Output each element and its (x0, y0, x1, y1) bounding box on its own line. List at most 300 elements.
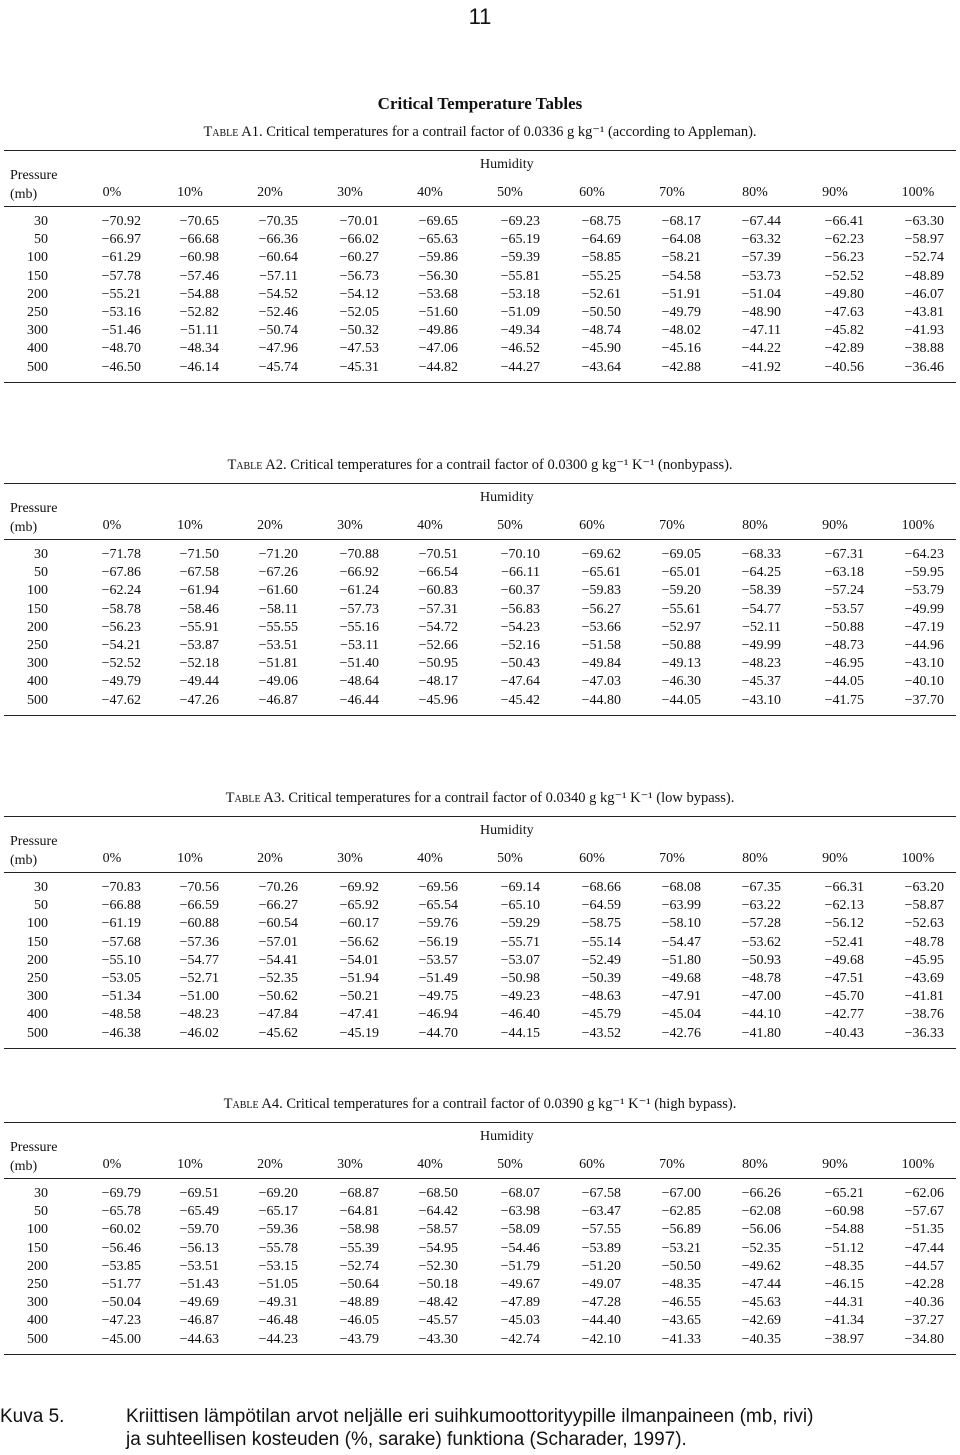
temperature-cell: −69.92 (339, 880, 379, 895)
pressure-header: Pressure (10, 834, 58, 849)
temperature-cell: −63.32 (741, 232, 781, 248)
table-row (4, 250, 956, 268)
temperature-cell: −45.95 (904, 952, 944, 968)
temperature-cell: −48.89 (339, 1295, 379, 1311)
temperature-cell: −44.05 (824, 674, 864, 690)
table-row (4, 916, 956, 934)
temperature-cell: −56.89 (661, 1222, 701, 1238)
table-3 (4, 790, 956, 1052)
temperature-cell: −48.23 (741, 656, 781, 672)
humidity-column-header: 20% (257, 1157, 283, 1172)
temperature-cell: −51.35 (904, 1222, 944, 1238)
temperature-cell: −48.74 (581, 323, 621, 339)
temperature-cell: −55.55 (258, 619, 298, 635)
temperature-cell: −66.54 (418, 565, 458, 581)
temperature-cell: −56.27 (581, 601, 621, 617)
temperature-cell: −44.80 (581, 692, 621, 708)
temperature-cell: −51.34 (101, 989, 141, 1005)
temperature-cell: −58.97 (904, 232, 944, 248)
temperature-cell: −46.02 (179, 1025, 219, 1041)
temperature-cell: −50.18 (418, 1277, 458, 1292)
temperature-cell: −50.32 (339, 323, 379, 339)
table-row (4, 989, 956, 1007)
temperature-cell: −54.77 (741, 601, 781, 617)
pressure-cell: 400 (27, 1313, 48, 1329)
temperature-cell: −57.46 (179, 268, 219, 284)
temperature-cell: −68.08 (661, 880, 701, 895)
table-caption-text: Critical temperatures for a contrail factor of 0.0336 g kg⁻¹ (according to Appleman). (266, 124, 757, 140)
temperature-cell: −52.30 (418, 1258, 458, 1274)
temperature-cell: −53.11 (340, 638, 379, 653)
table-2 (4, 457, 956, 719)
temperature-cell: −49.62 (741, 1258, 781, 1274)
temperature-cell: −66.26 (741, 1186, 781, 1201)
temperature-cell: −50.04 (101, 1295, 141, 1311)
temperature-cell: −50.62 (258, 989, 298, 1005)
temperature-cell: −52.63 (904, 916, 944, 932)
temperature-cell: −41.80 (741, 1025, 781, 1041)
temperature-cell: −44.82 (418, 359, 458, 375)
temperature-cell: −62.13 (824, 898, 864, 914)
humidity-column-header: 80% (742, 518, 768, 533)
temperature-cell: −54.47 (661, 934, 701, 950)
humidity-column-header: 50% (497, 185, 523, 200)
temperature-cell: −68.33 (741, 547, 781, 562)
table-bottom-rule (4, 1354, 956, 1355)
temperature-cell: −60.17 (339, 916, 379, 932)
temperature-cell: −37.27 (904, 1313, 944, 1329)
temperature-cell: −61.19 (101, 916, 141, 932)
temperature-cell: −55.14 (581, 934, 621, 950)
temperature-cell: −47.26 (179, 692, 219, 708)
temperature-cell: −52.49 (581, 952, 621, 968)
temperature-cell: −51.91 (661, 286, 701, 302)
table-row (4, 214, 956, 232)
humidity-column-header: 0% (102, 185, 122, 200)
temperature-cell: −41.92 (741, 359, 781, 375)
temperature-cell: −59.95 (904, 565, 944, 581)
pressure-cell: 100 (27, 250, 48, 266)
temperature-cell: −50.50 (581, 305, 621, 320)
temperature-cell: −40.56 (824, 359, 864, 375)
temperature-cell: −44.22 (741, 341, 781, 357)
temperature-cell: −53.57 (418, 952, 458, 968)
table-row (4, 583, 956, 601)
temperature-cell: −51.09 (500, 305, 540, 320)
temperature-cell: −52.61 (581, 286, 621, 302)
pressure-cell: 200 (27, 952, 48, 968)
temperature-cell: −59.39 (500, 250, 540, 266)
temperature-cell: −44.57 (904, 1258, 944, 1274)
temperature-cell: −62.06 (904, 1186, 944, 1201)
temperature-cell: −67.58 (179, 565, 219, 581)
temperature-cell: −57.24 (824, 583, 864, 599)
temperature-cell: −43.52 (581, 1025, 621, 1041)
temperature-cell: −46.07 (904, 286, 944, 302)
temperature-cell: −52.74 (904, 250, 944, 266)
table-row (4, 674, 956, 692)
temperature-cell: −65.19 (500, 232, 540, 248)
pressure-cell: 100 (27, 916, 48, 932)
humidity-column-header: 0% (102, 851, 122, 866)
temperature-cell: −52.16 (500, 638, 540, 653)
temperature-cell: −58.46 (179, 601, 219, 617)
pressure-cell: 300 (27, 656, 48, 672)
temperature-cell: −70.35 (258, 214, 298, 229)
humidity-column-header: 30% (337, 1157, 363, 1172)
humidity-column-header: 100% (901, 1157, 935, 1172)
temperature-cell: −49.44 (179, 674, 219, 690)
temperature-cell: −49.34 (500, 323, 540, 339)
temperature-cell: −70.83 (101, 880, 141, 895)
temperature-cell: −56.73 (339, 268, 379, 284)
temperature-cell: −60.54 (258, 916, 298, 932)
temperature-cell: −52.52 (101, 656, 141, 672)
temperature-cell: −59.76 (418, 916, 458, 932)
temperature-cell: −58.98 (339, 1222, 379, 1238)
pressure-cell: 200 (27, 1258, 48, 1274)
temperature-cell: −64.81 (339, 1204, 379, 1220)
pressure-cell: 150 (27, 268, 48, 284)
temperature-cell: −55.71 (500, 934, 540, 950)
temperature-cell: −61.29 (101, 250, 141, 266)
temperature-cell: −51.77 (101, 1277, 141, 1292)
temperature-cell: −48.23 (179, 1007, 219, 1023)
temperature-cell: −36.33 (904, 1025, 944, 1041)
table-row (4, 602, 956, 620)
temperature-cell: −63.30 (904, 214, 944, 229)
temperature-cell: −44.31 (824, 1295, 864, 1311)
temperature-cell: −69.79 (101, 1186, 141, 1201)
temperature-cell: −50.74 (258, 323, 298, 339)
temperature-cell: −47.23 (101, 1313, 141, 1329)
temperature-cell: −51.12 (824, 1240, 864, 1256)
temperature-cell: −48.64 (339, 674, 379, 690)
temperature-cell: −45.16 (661, 341, 701, 357)
temperature-cell: −52.66 (418, 638, 458, 653)
temperature-cell: −64.08 (661, 232, 701, 248)
pressure-header: Pressure (10, 501, 58, 516)
temperature-cell: −56.13 (179, 1240, 219, 1256)
pressure-cell: 250 (27, 305, 48, 320)
temperature-cell: −49.23 (500, 989, 540, 1005)
table-4 (4, 1096, 956, 1358)
table-caption-text: Critical temperatures for a contrail factor of 0.0390 g kg⁻¹ K⁻¹ (high bypass). (286, 1096, 737, 1112)
pressure-header: Pressure (10, 1140, 58, 1155)
pressure-cell: 300 (27, 323, 48, 339)
temperature-cell: −65.78 (101, 1204, 141, 1220)
table-row (4, 1295, 956, 1313)
table-label: Table A4. (223, 1096, 283, 1112)
temperature-cell: −67.44 (741, 214, 781, 229)
temperature-cell: −41.33 (661, 1331, 701, 1347)
pressure-cell: 300 (27, 989, 48, 1005)
temperature-cell: −42.28 (904, 1277, 944, 1292)
temperature-cell: −63.47 (581, 1204, 621, 1220)
temperature-cell: −59.29 (500, 916, 540, 932)
table-top-rule (4, 483, 956, 484)
temperature-cell: −52.74 (339, 1258, 379, 1274)
temperature-cell: −36.46 (904, 359, 944, 375)
temperature-cell: −47.89 (500, 1295, 540, 1311)
table-row (4, 1259, 956, 1277)
pressure-cell: 300 (27, 1295, 48, 1311)
temperature-cell: −56.06 (741, 1222, 781, 1238)
pressure-cell: 30 (34, 1186, 48, 1201)
temperature-cell: −67.26 (258, 565, 298, 581)
temperature-cell: −59.70 (179, 1222, 219, 1238)
temperature-cell: −48.02 (661, 323, 701, 339)
temperature-cell: −46.50 (101, 359, 141, 375)
humidity-column-header: 50% (497, 1157, 523, 1172)
temperature-cell: −48.70 (101, 341, 141, 357)
table-caption (4, 124, 956, 141)
temperature-cell: −49.99 (741, 638, 781, 653)
temperature-cell: −54.21 (101, 638, 141, 653)
temperature-cell: −65.92 (339, 898, 379, 914)
temperature-cell: −59.36 (258, 1222, 298, 1238)
temperature-cell: −42.10 (581, 1331, 621, 1347)
temperature-cell: −61.24 (339, 583, 379, 599)
temperature-cell: −49.31 (258, 1295, 298, 1311)
table-row (4, 1204, 956, 1222)
table-caption-text: Critical temperatures for a contrail factor of 0.0340 g kg⁻¹ K⁻¹ (low bypass). (288, 790, 735, 806)
temperature-cell: −53.05 (101, 971, 141, 986)
temperature-cell: −64.42 (418, 1204, 458, 1220)
temperature-cell: −48.89 (904, 268, 944, 284)
temperature-cell: −51.05 (258, 1277, 298, 1292)
humidity-column-header: 0% (102, 518, 122, 533)
temperature-cell: −70.65 (179, 214, 219, 229)
temperature-cell: −70.56 (179, 880, 219, 895)
temperature-cell: −68.17 (661, 214, 701, 229)
temperature-cell: −45.79 (581, 1007, 621, 1023)
table-label: Table A1. (203, 124, 263, 140)
temperature-cell: −64.59 (581, 898, 621, 914)
humidity-column-header: 10% (177, 851, 203, 866)
table-row (4, 547, 956, 565)
temperature-cell: −40.36 (904, 1295, 944, 1311)
temperature-cell: −45.63 (741, 1295, 781, 1311)
temperature-cell: −44.27 (500, 359, 540, 375)
table-label: Table A3. (225, 790, 285, 806)
temperature-cell: −61.60 (258, 583, 298, 599)
temperature-cell: −41.81 (904, 989, 944, 1005)
humidity-column-header: 60% (579, 185, 605, 200)
temperature-cell: −57.73 (339, 601, 379, 617)
temperature-cell: −53.73 (741, 268, 781, 284)
temperature-cell: −48.78 (741, 971, 781, 986)
temperature-cell: −54.72 (418, 619, 458, 635)
temperature-cell: −60.83 (418, 583, 458, 599)
temperature-cell: −69.14 (500, 880, 540, 895)
table-header-rule (4, 539, 956, 540)
temperature-cell: −50.43 (500, 656, 540, 672)
humidity-column-header: 40% (417, 185, 443, 200)
temperature-cell: −52.97 (661, 619, 701, 635)
temperature-cell: −65.17 (258, 1204, 298, 1220)
table-row (4, 638, 956, 656)
temperature-cell: −57.55 (581, 1222, 621, 1238)
temperature-cell: −62.24 (101, 583, 141, 599)
humidity-header: Humidity (480, 1129, 534, 1144)
table-row (4, 269, 956, 287)
temperature-cell: −52.35 (258, 971, 298, 986)
temperature-cell: −47.06 (418, 341, 458, 357)
temperature-cell: −52.71 (179, 971, 219, 986)
temperature-cell: −58.87 (904, 898, 944, 914)
temperature-cell: −47.84 (258, 1007, 298, 1023)
pressure-cell: 50 (34, 565, 48, 581)
temperature-cell: −58.21 (661, 250, 701, 266)
temperature-cell: −69.62 (581, 547, 621, 562)
table-row (4, 693, 956, 711)
page-number: 11 (468, 4, 492, 29)
temperature-cell: −45.03 (500, 1313, 540, 1329)
pressure-cell: 30 (34, 880, 48, 895)
temperature-cell: −48.63 (581, 989, 621, 1005)
temperature-cell: −56.83 (500, 601, 540, 617)
table-header-rule (4, 206, 956, 207)
temperature-cell: −45.31 (339, 359, 379, 375)
temperature-cell: −51.80 (661, 952, 701, 968)
temperature-cell: −48.73 (824, 638, 864, 653)
table-row (4, 1222, 956, 1240)
temperature-cell: −53.68 (418, 286, 458, 302)
humidity-column-header: 90% (822, 185, 848, 200)
humidity-column-header: 30% (337, 185, 363, 200)
temperature-cell: −46.14 (179, 359, 219, 375)
temperature-cell: −45.74 (258, 359, 298, 375)
temperature-cell: −54.95 (418, 1240, 458, 1256)
humidity-column-header: 10% (177, 185, 203, 200)
temperature-cell: −50.88 (661, 638, 701, 653)
pressure-cell: 250 (27, 638, 48, 653)
table-row (4, 1186, 956, 1204)
temperature-cell: −63.98 (500, 1204, 540, 1220)
temperature-cell: −57.36 (179, 934, 219, 950)
temperature-cell: −54.52 (258, 286, 298, 302)
temperature-cell: −45.19 (339, 1025, 379, 1041)
temperature-cell: −53.66 (581, 619, 621, 635)
temperature-cell: −55.81 (500, 268, 540, 284)
humidity-column-header: 100% (901, 185, 935, 200)
table-row (4, 565, 956, 583)
temperature-cell: −57.01 (258, 934, 298, 950)
humidity-column-header: 80% (742, 851, 768, 866)
temperature-cell: −53.89 (581, 1240, 621, 1256)
temperature-cell: −41.34 (824, 1313, 864, 1329)
temperature-cell: −51.40 (339, 656, 379, 672)
temperature-cell: −48.90 (741, 305, 781, 320)
figure-caption-line-1: Kriittisen lämpötilan arvot neljälle eri suihkumoottorityypille ilmanpaineen (mb, rivi) (126, 1406, 814, 1427)
temperature-cell: −69.51 (179, 1186, 219, 1201)
pressure-cell: 500 (27, 359, 48, 375)
temperature-cell: −51.94 (339, 971, 379, 986)
table-top-rule (4, 1122, 956, 1123)
temperature-cell: −47.00 (741, 989, 781, 1005)
humidity-header: Humidity (480, 823, 534, 838)
pressure-cell: 250 (27, 1277, 48, 1292)
temperature-cell: −69.23 (500, 214, 540, 229)
table-bottom-rule (4, 382, 956, 383)
temperature-cell: −63.20 (904, 880, 944, 895)
temperature-cell: −66.11 (501, 565, 540, 581)
temperature-cell: −59.83 (581, 583, 621, 599)
temperature-cell: −70.26 (258, 880, 298, 895)
humidity-column-header: 70% (659, 518, 685, 533)
pressure-cell: 30 (34, 214, 48, 229)
temperature-cell: −66.97 (101, 232, 141, 248)
temperature-cell: −56.30 (418, 268, 458, 284)
temperature-cell: −43.10 (741, 692, 781, 708)
temperature-cell: −67.00 (661, 1186, 701, 1201)
table-row (4, 1277, 956, 1295)
temperature-cell: −66.59 (179, 898, 219, 914)
temperature-cell: −51.43 (179, 1277, 219, 1292)
temperature-cell: −55.25 (581, 268, 621, 284)
temperature-cell: −43.65 (661, 1313, 701, 1329)
temperature-cell: −68.07 (500, 1186, 540, 1201)
humidity-column-header: 80% (742, 185, 768, 200)
temperature-cell: −67.31 (824, 547, 864, 562)
table-row (4, 360, 956, 378)
humidity-column-header: 10% (177, 518, 203, 533)
temperature-cell: −45.37 (741, 674, 781, 690)
humidity-column-header: 40% (417, 851, 443, 866)
temperature-cell: −47.91 (661, 989, 701, 1005)
temperature-cell: −53.79 (904, 583, 944, 599)
pressure-cell: 400 (27, 674, 48, 690)
temperature-cell: −38.88 (904, 341, 944, 357)
temperature-cell: −55.21 (101, 286, 141, 302)
temperature-cell: −60.98 (824, 1204, 864, 1220)
temperature-cell: −70.10 (500, 547, 540, 562)
temperature-cell: −50.64 (339, 1277, 379, 1292)
temperature-cell: −58.09 (500, 1222, 540, 1238)
table-row (4, 620, 956, 638)
temperature-cell: −44.96 (904, 638, 944, 653)
temperature-cell: −70.01 (339, 214, 379, 229)
temperature-cell: −57.39 (741, 250, 781, 266)
pressure-cell: 150 (27, 934, 48, 950)
temperature-cell: −67.35 (741, 880, 781, 895)
temperature-cell: −49.79 (661, 305, 701, 320)
figure-caption-text (126, 1405, 960, 1451)
pressure-cell: 200 (27, 619, 48, 635)
temperature-cell: −43.69 (904, 971, 944, 986)
temperature-cell: −44.70 (418, 1025, 458, 1041)
temperature-cell: −56.23 (101, 619, 141, 635)
temperature-cell: −58.39 (741, 583, 781, 599)
temperature-cell: −47.53 (339, 341, 379, 357)
temperature-cell: −67.86 (101, 565, 141, 581)
temperature-cell: −71.78 (101, 547, 141, 562)
temperature-cell: −44.10 (741, 1007, 781, 1023)
temperature-cell: −51.11 (180, 323, 219, 339)
table-top-rule (4, 816, 956, 817)
temperature-cell: −52.41 (824, 934, 864, 950)
temperature-cell: −53.18 (500, 286, 540, 302)
pressure-cell: 200 (27, 286, 48, 302)
table-row (4, 341, 956, 359)
table-top-rule (4, 150, 956, 151)
humidity-column-header: 30% (337, 518, 363, 533)
temperature-cell: −54.77 (179, 952, 219, 968)
humidity-column-header: 90% (822, 1157, 848, 1172)
temperature-cell: −58.10 (661, 916, 701, 932)
temperature-cell: −56.62 (339, 934, 379, 950)
